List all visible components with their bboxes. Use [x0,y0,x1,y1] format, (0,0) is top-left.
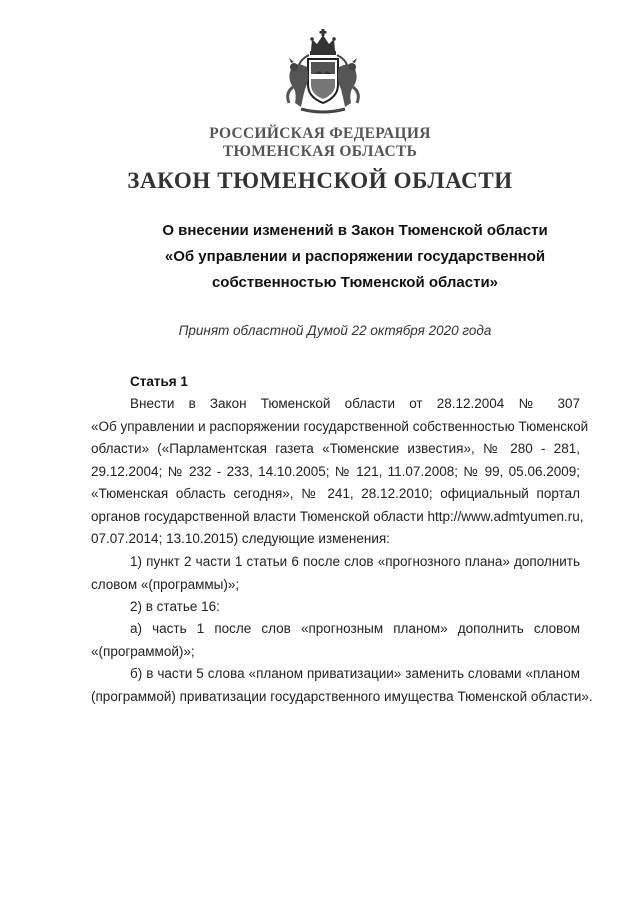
article-intro [91,393,589,551]
paragraph-line: а) часть 1 после слов «прогнозным планом» дополнить словом [130,621,580,636]
paragraph-line: б) в части 5 слова «планом приватизации» заменить словами «планом [130,666,580,681]
paragraph-line: 1) пункт 2 части 1 статьи 6 после слов «прогнозного плана» дополнить [130,554,580,569]
paragraph-line: 2) в статье 16: [130,599,220,614]
law-title-line: собственностью Тюменской области» [211,274,499,291]
paragraph-line: 29.12.2004; № 232 - 233, 14.10.2005; № 121, 11.07.2008; № 99, 05.06.2009; [91,463,580,479]
amendment-item-2b [91,663,593,708]
paragraph-line: Внести в Закон Тюменской области от 28.12.2004 № 307 [130,396,580,411]
amendment-item-2a [91,618,580,663]
paragraph-line: 07.07.2014; 13.10.2015) следующие изменения: [91,531,390,546]
coat-of-arms-icon [281,27,365,117]
amendment-item-2 [91,596,580,619]
paragraph-line: органов государственной власти Тюменской области http://www.admtyumen.ru, [91,508,584,524]
paragraph-line: «Об управлении и распоряжении государственной собственностью Тюменской [91,418,589,434]
paragraph-line: (программой) приватизации государственного имущества Тюменской области». [91,688,593,704]
country-heading: РОССИЙСКАЯ ФЕДЕРАЦИЯ [209,125,431,142]
adoption-note: Принят областной Думой 22 октября 2020 года [178,323,492,338]
amendment-item-1 [91,551,580,596]
law-title [0,218,640,296]
law-title-line: О внесении изменений в Закон Тюменской области [162,222,548,239]
paragraph-line: «(программой)»; [91,643,195,659]
law-heading: ЗАКОН ТЮМЕНСКОЙ ОБЛАСТИ [127,168,513,193]
region-heading: ТЮМЕНСКАЯ ОБЛАСТЬ [222,143,418,160]
article-heading: Статья 1 [130,374,188,389]
law-title-line: «Об управлении и распоряжении государственной [164,248,546,265]
paragraph-line: «Тюменская область сегодня», № 241, 28.12.2010; официальный портал [91,486,580,501]
paragraph-line: области» («Парламентская газета «Тюменские известия», № 280 - 281, [91,441,580,456]
paragraph-line: словом «(программы)»; [91,576,240,592]
